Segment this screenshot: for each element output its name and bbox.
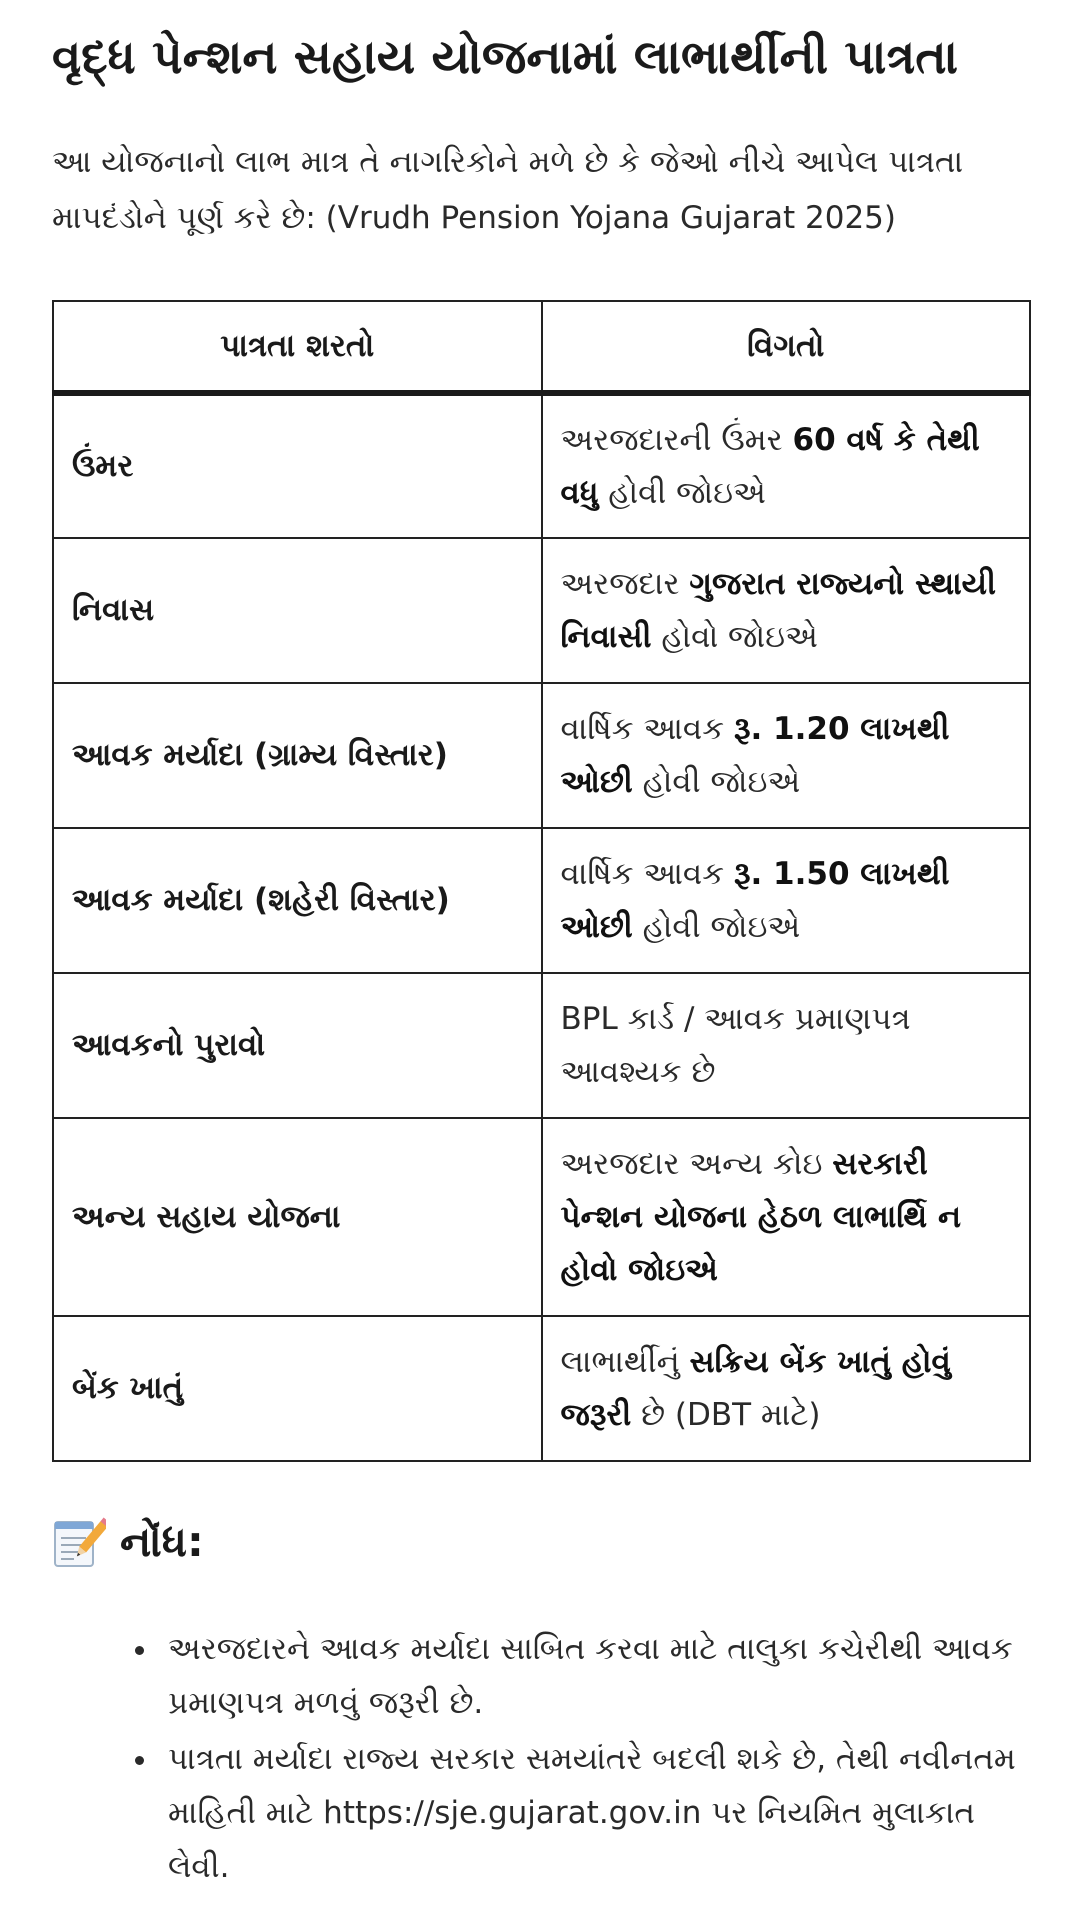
detail-text: હોવી જોઇએ	[632, 908, 801, 945]
header-condition: પાત્રતા શરતો	[53, 301, 542, 393]
condition-cell: આવકનો પુરાવો	[53, 973, 542, 1118]
condition-cell: બેંક ખાતું	[53, 1316, 542, 1461]
detail-emphasis: ગુજરાત રાજ્યનો સ્થાયી નિવાસી	[560, 565, 996, 655]
detail-cell	[542, 393, 1031, 538]
condition-cell: આવક મર્યાદા (ગ્રામ્ય વિસ્તાર)	[53, 683, 542, 828]
intro-paragraph: આ યોજનાનો લાભ માત્ર તે નાગરિકોને મળે છે કે જેઓ નીચે આપેલ પાત્રતા માપદંડોને પૂર્ણ કરે છે: (Vrudh Pension Yojana Gujarat 2025)	[52, 144, 964, 236]
detail-emphasis: સક્રિય બેંક ખાતું હોવું જરૂરી	[560, 1343, 951, 1433]
table-header-row	[53, 301, 1030, 393]
note-heading	[52, 1502, 1028, 1582]
eligibility-table	[52, 300, 1031, 1462]
detail-emphasis: રૂ. 1.20 લાખથી ઓછી	[560, 710, 950, 800]
table-row	[53, 973, 1030, 1118]
detail-cell	[542, 1118, 1031, 1316]
table-row	[53, 393, 1030, 538]
table-row	[53, 683, 1030, 828]
detail-cell	[542, 683, 1031, 828]
detail-text: હોવો જોઇએ	[651, 618, 818, 655]
table-row	[53, 1118, 1030, 1316]
condition-cell: નિવાસ	[53, 538, 542, 683]
table-row	[53, 828, 1030, 973]
detail-text: વાર્ષિક આવક	[560, 855, 734, 892]
detail-text: અરજદારની ઉંમર	[560, 421, 793, 458]
detail-cell	[542, 538, 1031, 683]
list-item: • પાત્રતા મર્યાદા રાજ્ય સરકાર સમયાંતરે બદલી શકે છે, તેથી નવીનતમ માહિતી માટે https://sje.gujarat.gov.in પર નિયમિત મુલાકાત લેવી.	[160, 1732, 1028, 1894]
detail-emphasis: 60 વર્ષ કે તેથી વધુ	[560, 421, 980, 511]
table-row	[53, 1316, 1030, 1461]
detail-text: હોવી જોઇએ	[632, 763, 801, 800]
list-item: • અરજદારને આવક મર્યાદા સાબિત કરવા માટે તાલુકા કચેરીથી આવક પ્રમાણપત્ર મળવું જરૂરી છે.	[160, 1622, 1028, 1730]
note-list	[52, 1622, 1028, 1894]
detail-cell	[542, 828, 1031, 973]
detail-cell	[542, 973, 1031, 1118]
detail-text: BPL કાર્ડ / આવક પ્રમાણપત્ર આવશ્યક છે	[560, 1000, 911, 1090]
header-details: વિગતો	[542, 301, 1031, 393]
memo-icon	[52, 1514, 106, 1570]
table-row	[53, 538, 1030, 683]
note-title: નોંધ:	[120, 1517, 204, 1566]
detail-text: વાર્ષિક આવક	[560, 710, 734, 747]
page-title: વૃદ્ધ પેન્શન સહાય યોજનામાં લાભાર્થીની પાત્રતા	[52, 30, 959, 85]
condition-cell: આવક મર્યાદા (શહેરી વિસ્તાર)	[53, 828, 542, 973]
condition-cell: ઉંમર	[53, 393, 542, 538]
condition-cell: અન્ય સહાય યોજના	[53, 1118, 542, 1316]
detail-emphasis: સરકારી પેન્શન યોજના હેઠળ લાભાર્થિ ન હોવો જોઇએ	[560, 1145, 962, 1288]
detail-text: હોવી જોઇએ	[598, 474, 766, 511]
detail-text: લાભાર્થીનું	[560, 1343, 690, 1380]
detail-text: અરજદાર અન્ય કોઇ	[560, 1145, 833, 1182]
detail-emphasis: રૂ. 1.50 લાખથી ઓછી	[560, 855, 950, 945]
detail-text: અરજદાર	[560, 565, 690, 602]
detail-text: છે (DBT માટે)	[631, 1396, 821, 1433]
detail-cell	[542, 1316, 1031, 1461]
